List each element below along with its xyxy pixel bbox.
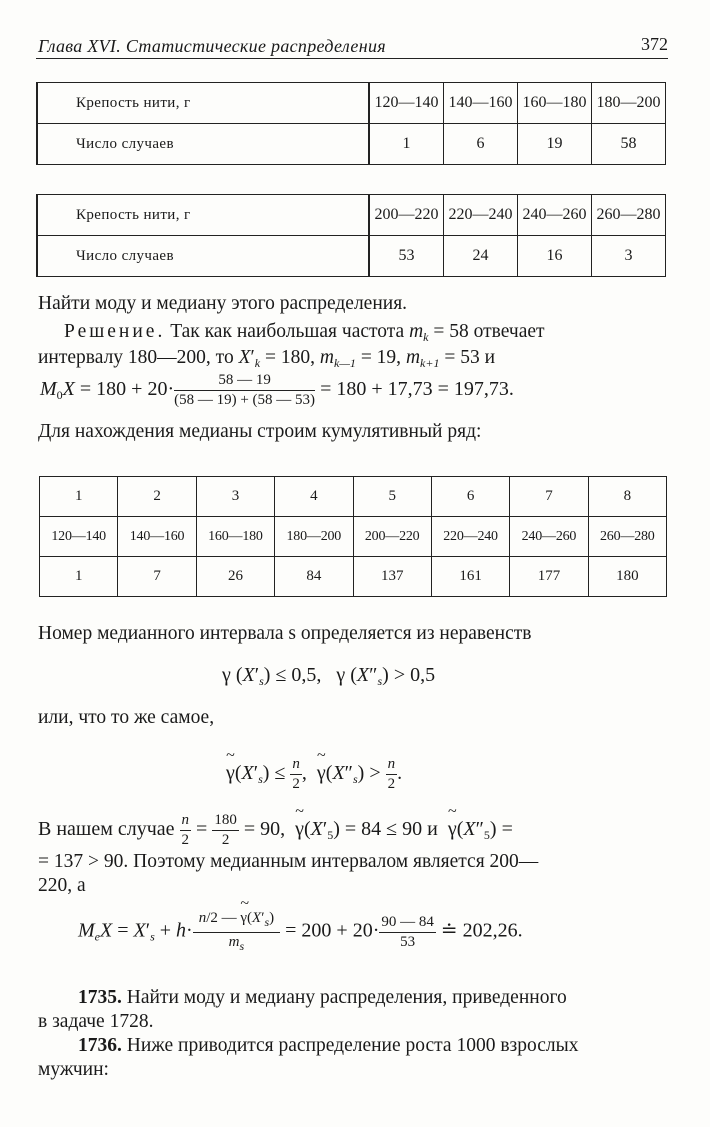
interval-line: интервалу 180—200, то $X'_k = 180$, $m_{k—1} = 19$, $m_{k+1} = 53$ и xyxy=(38,347,496,370)
mk-minus-value: = 19, xyxy=(360,347,402,368)
cumulative-cell: 177 xyxy=(510,557,588,597)
solution-word: Решение. xyxy=(64,321,166,342)
cumulative-cell: 180 xyxy=(588,557,666,597)
count-cell: 58 xyxy=(591,124,665,165)
strength-table-1 xyxy=(36,82,666,165)
median-interval-line-2: 220, а xyxy=(38,875,86,896)
index-cell: 5 xyxy=(353,477,431,517)
problem-1735-number: 1735. xyxy=(78,987,122,1008)
interval-cell: 180—200 xyxy=(591,83,665,124)
problem-1735 xyxy=(78,986,567,1010)
index-cell: 2 xyxy=(118,477,196,517)
interval-cell: 160—180 xyxy=(196,517,274,557)
interval-cell: 240—260 xyxy=(518,195,592,236)
mode-lhs: = 180 + 20· xyxy=(79,378,175,401)
count-cell: 16 xyxy=(518,236,592,277)
median-result: ≐ 202,26. xyxy=(440,919,523,942)
interval-cell: 220—240 xyxy=(444,195,518,236)
cumulative-table xyxy=(39,476,667,597)
mode-denominator: (58 — 19) + (58 — 53) xyxy=(174,392,316,408)
case-ineq: = 84 ≤ 90 и xyxy=(344,818,438,841)
interval-cell: 180—200 xyxy=(275,517,353,557)
index-cell: 4 xyxy=(275,477,353,517)
cumulative-cell: 137 xyxy=(353,557,431,597)
mode-formula: $M_0X = 180 + 20\cdot$ $\frac{58 — 19}{(58 — 19) + (58 — 53)}$ = 180 + 17,73 = 197,73. xyxy=(40,372,514,408)
count-cell: 6 xyxy=(444,124,518,165)
interval-cell: 260—280 xyxy=(591,195,665,236)
xk-value: = 180, xyxy=(264,347,315,368)
table-row xyxy=(40,557,667,597)
case-half: = 90, xyxy=(243,818,286,841)
case-line: В нашем случае $\frac{n}{2}$ = $\frac{180}{2}$ = 90, ~ $\gamma(X'_5) = 84 \le 90$ и ~ $\gamma(X''_5)$ = xyxy=(38,812,513,849)
same-text: или, что то же самое, xyxy=(38,707,215,728)
index-cell: 7 xyxy=(510,477,588,517)
index-cell: 8 xyxy=(588,477,666,517)
median-denominator: 53 xyxy=(400,933,416,950)
median-rhs: = 200 + 20· xyxy=(285,919,380,942)
problem-1735-text: Найти моду и медиану распределения, приведенного xyxy=(121,987,567,1008)
table-row xyxy=(37,195,666,236)
cumulative-intro: Для нахождения медианы строим кумулятивный ряд: xyxy=(38,421,482,442)
interval-cell: 120—140 xyxy=(40,517,118,557)
cumulative-cell: 84 xyxy=(275,557,353,597)
case-text: В нашем случае xyxy=(38,818,175,841)
ineq-second: > 0,5 xyxy=(393,664,436,686)
median-interval-line: = 137 > 90. Поэтому медианным интервалом является 200— xyxy=(38,851,539,872)
interval-cell: 140—160 xyxy=(444,83,518,124)
interval-cell: 200—220 xyxy=(369,195,444,236)
mode-numerator: 58 — 19 xyxy=(174,372,315,391)
mode-fraction xyxy=(174,372,315,409)
interval-cell: 260—280 xyxy=(588,517,666,557)
strength-table-2 xyxy=(36,194,666,277)
solution-text: Так как наибольшая частота xyxy=(165,321,405,342)
row-label-cases: Число случаев xyxy=(37,124,369,165)
cumulative-cell: 1 xyxy=(40,557,118,597)
problem-1736-text: Ниже приводится распределение роста 1000 взрослых xyxy=(121,1035,579,1056)
row-label-cases: Число случаев xyxy=(37,236,369,277)
table-row xyxy=(40,517,667,557)
solution-line: Решение. Так как наибольшая частота $m_k = 58$ отвечает xyxy=(64,321,545,344)
interval-text: интервалу 180—200, то xyxy=(38,347,234,368)
row-label-strength: Крепость нити, г xyxy=(37,83,369,124)
inequality-tilde: ~ $\gamma(X'_s)$ ≤ $\frac{n}{2}$ , ~ $\gamma(X''_s)$ > $\frac{n}{2}$ . xyxy=(226,756,402,793)
table-row xyxy=(37,83,666,124)
index-cell: 6 xyxy=(431,477,509,517)
interval-cell: 200—220 xyxy=(353,517,431,557)
count-cell: 24 xyxy=(444,236,518,277)
interval-cell: 240—260 xyxy=(510,517,588,557)
median-intro: Номер медианного интервала s определяется из неравенств xyxy=(38,623,532,644)
problem-1736-cont: мужчин: xyxy=(38,1059,109,1080)
task-statement: Найти моду и медиану этого распределения. xyxy=(38,293,408,314)
page-number: 372 xyxy=(641,34,668,54)
interval-cell: 160—180 xyxy=(518,83,592,124)
interval-cell: 140—160 xyxy=(118,517,196,557)
ineq-first: ≤ 0,5, xyxy=(275,664,322,686)
interval-cell: 120—140 xyxy=(369,83,444,124)
count-cell: 3 xyxy=(591,236,665,277)
cumulative-cell: 26 xyxy=(196,557,274,597)
problem-1735-cont: в задаче 1728. xyxy=(38,1011,154,1032)
interval-cell: 220—240 xyxy=(431,517,509,557)
row-label-strength: Крепость нити, г xyxy=(37,195,369,236)
problem-1736-number: 1736. xyxy=(78,1035,122,1056)
index-cell: 3 xyxy=(196,477,274,517)
problem-1736 xyxy=(78,1034,578,1058)
case-eq: = xyxy=(501,818,513,841)
table-row xyxy=(37,236,666,277)
chapter-title: Глава XVI. Статистические распределения xyxy=(38,36,386,56)
median-numerator: 90 — 84 xyxy=(379,914,436,933)
mode-rhs: = 180 + 17,73 = 197,73. xyxy=(320,378,514,401)
count-cell: 1 xyxy=(369,124,444,165)
cumulative-cell: 7 xyxy=(118,557,196,597)
table-row xyxy=(37,124,666,165)
median-formula: $M_eX = X'_s + h\cdot$ $\frac{n/2 — \sim \gamma(X'_s)}{m_s}$ = 200 + 20· $\frac{90 — 84}{53}$ ≐ 202,26. xyxy=(78,910,523,954)
table-row xyxy=(40,477,667,517)
count-cell: 19 xyxy=(518,124,592,165)
cumulative-cell: 161 xyxy=(431,557,509,597)
mk-value: = 58 отвечает xyxy=(433,321,545,342)
count-cell: 53 xyxy=(369,236,444,277)
inequality-gamma: γ $(X'_s) \le 0,5$, γ $(X''_s) > 0,5$ xyxy=(222,664,436,688)
index-cell: 1 xyxy=(40,477,118,517)
header-rule xyxy=(36,58,668,59)
mk-plus-value: = 53 и xyxy=(444,347,496,368)
